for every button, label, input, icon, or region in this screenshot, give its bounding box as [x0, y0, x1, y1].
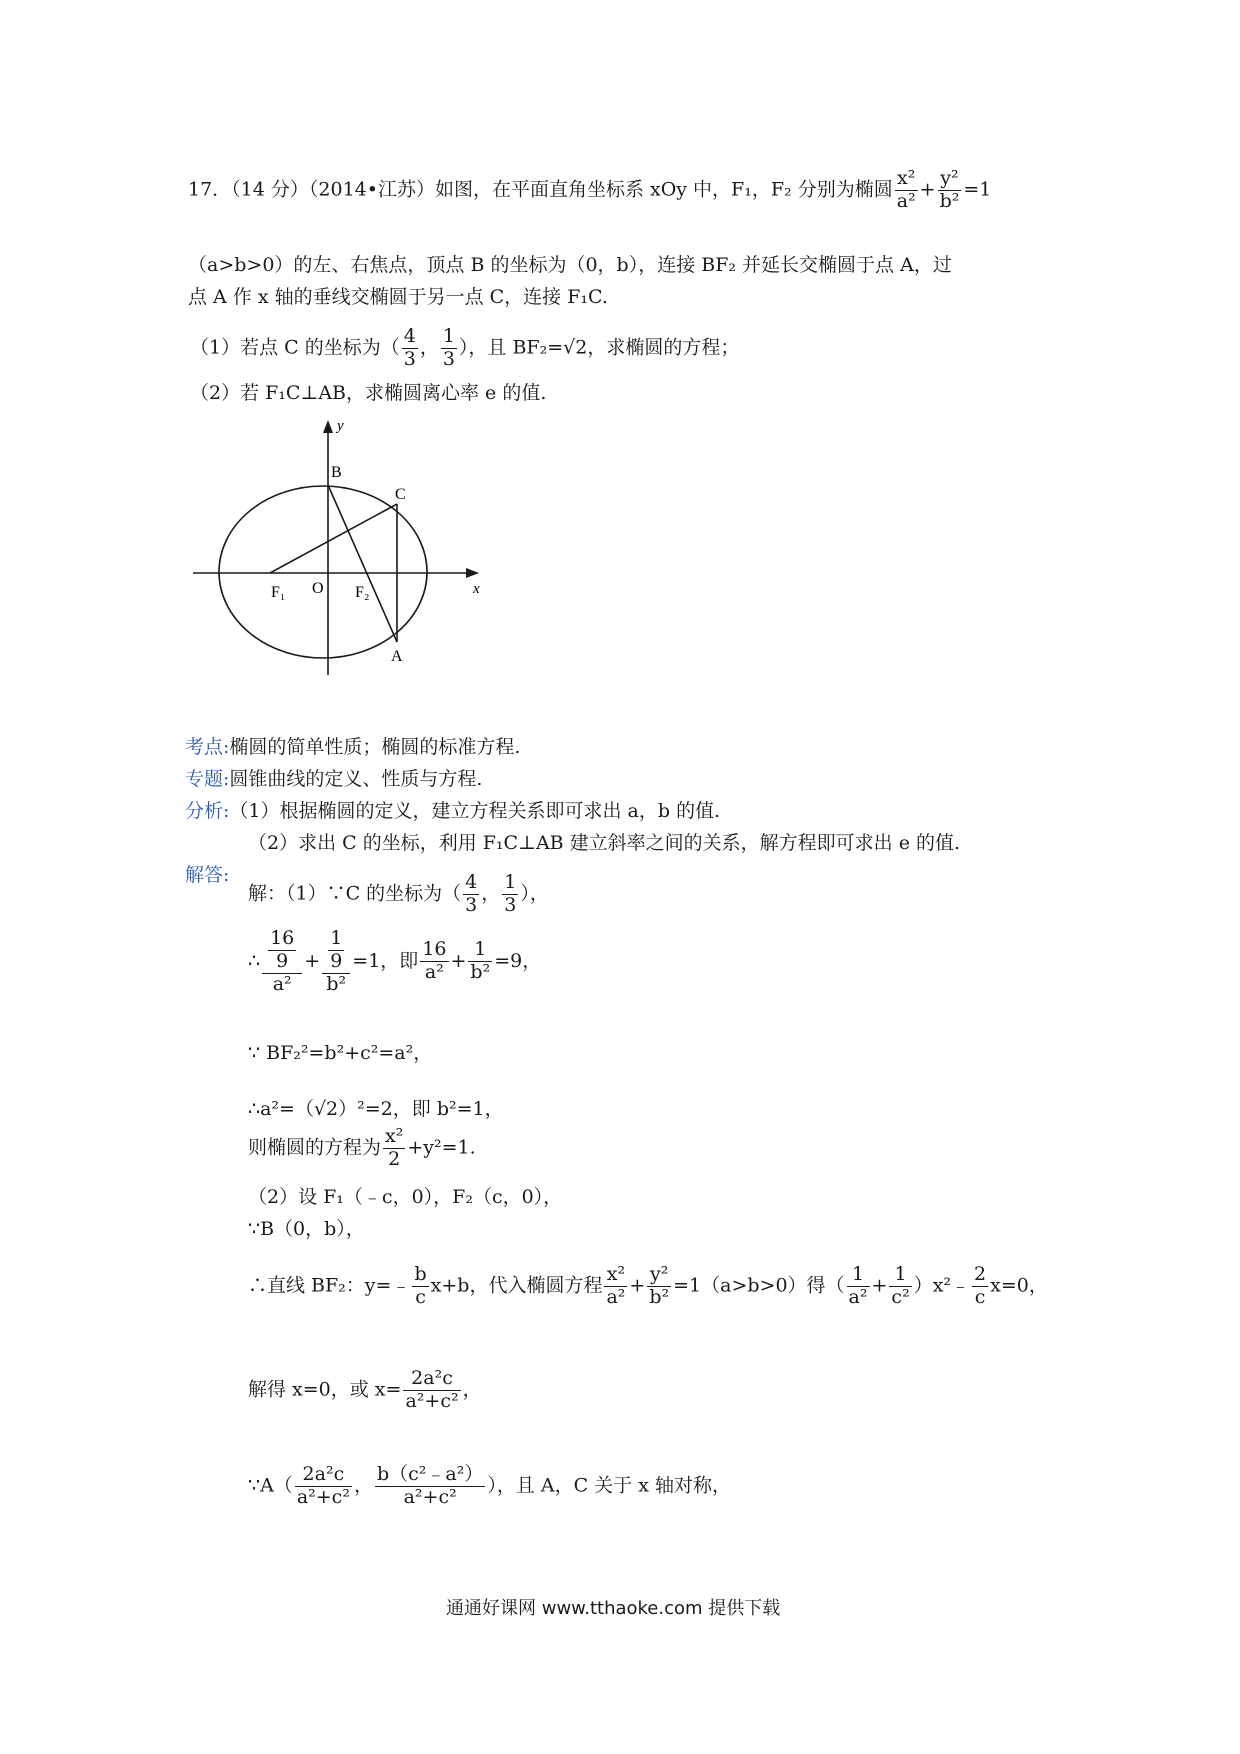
fraction	[412, 1264, 428, 1309]
solution-line-1	[248, 872, 549, 917]
fraction-numerator: 1	[504, 871, 517, 893]
segment-f1c	[270, 504, 397, 573]
fenxi-text-1: （1）根据椭圆的定义，建立方程关系即可求出 a，b 的值.	[229, 800, 721, 822]
fraction-denominator: c	[974, 1285, 986, 1308]
problem-line-3: 点 A 作 x 轴的垂线交椭圆于另一点 C，连接 F₁C.	[188, 286, 608, 308]
fraction	[604, 1264, 627, 1309]
inner-fraction	[326, 928, 346, 973]
fraction	[647, 1264, 671, 1309]
fraction-denominator: c	[415, 1285, 426, 1308]
x-axis-label: x	[473, 581, 480, 597]
solution-line-6: （2）设 F₁（﹣c，0），F₂（c，0），	[248, 1186, 563, 1208]
question-1-tail: ），且 BF₂=√2，求椭圆的方程；	[458, 336, 740, 359]
fraction-numerator: 1	[468, 939, 492, 962]
fraction-denominator: c²	[891, 1285, 910, 1308]
solution-text: ），且 A，C 关于 x 轴对称，	[487, 1474, 731, 1497]
point-f1-label: F₁	[271, 584, 286, 601]
point-a-label: A	[391, 648, 403, 665]
solution-line-5	[248, 1126, 476, 1171]
fraction-numerator: 16	[270, 927, 295, 949]
y-axis-label: y	[337, 418, 344, 434]
fraction	[463, 872, 479, 917]
solution-text: =9，	[494, 949, 542, 972]
fraction	[972, 1264, 988, 1309]
fraction-denominator: b²	[326, 972, 347, 995]
fraction-denominator: b²	[649, 1285, 670, 1308]
fenxi-row	[185, 802, 720, 821]
fraction	[889, 1264, 911, 1309]
fraction-denominator: a²+c²	[296, 1485, 350, 1508]
fraction	[847, 1264, 870, 1309]
origin-label: O	[312, 580, 324, 597]
y-axis-arrow	[323, 420, 333, 433]
fraction-numerator: 1	[442, 325, 455, 347]
fraction-numerator: 4	[403, 325, 416, 347]
fraction-numerator: y²	[938, 168, 962, 191]
question-1-intro: （1）若点 C 的坐标为（	[190, 336, 400, 359]
ellipse-y-fraction	[938, 168, 962, 213]
solution-line-3: ∵ BF₂²=b²+c²=a²，	[248, 1042, 433, 1064]
jieda-label: 解答:	[185, 864, 230, 886]
fraction-numerator: b	[414, 1263, 427, 1285]
equation-tail: =1	[963, 178, 992, 201]
fraction-denominator: a²	[848, 1285, 868, 1308]
fraction	[420, 939, 448, 984]
ellipse-figure	[185, 415, 505, 685]
segment-bf2	[328, 485, 397, 642]
solution-text: 解：（1）∵C 的坐标为（	[248, 882, 462, 905]
zhuanti-row	[185, 770, 482, 789]
fraction	[375, 1464, 485, 1509]
fraction-numerator: 4	[465, 871, 478, 893]
fraction-numerator: 16	[422, 938, 447, 961]
solution-text: 则椭圆的方程为	[248, 1136, 382, 1159]
fraction-denominator: 2	[388, 1147, 401, 1170]
solution-text: x=0，	[990, 1274, 1048, 1297]
zhuanti-label: 专题:	[185, 768, 230, 790]
solution-line-2	[248, 928, 541, 996]
fraction-denominator: b²	[470, 961, 491, 984]
solution-text: ），	[520, 882, 549, 905]
plus-sign: +	[629, 1274, 646, 1297]
plus-sign: +	[919, 178, 936, 201]
fraction-denominator: 9	[330, 949, 343, 972]
fraction-denominator: 9	[276, 949, 289, 972]
plus-sign: +	[871, 1274, 888, 1297]
fenxi-label: 分析:	[185, 800, 230, 822]
fraction	[383, 1126, 405, 1171]
fraction-denominator: a²	[896, 189, 916, 212]
ellipse-curve	[219, 486, 427, 658]
question-2: （2）若 F₁C⊥AB，求椭圆离心率 e 的值.	[190, 382, 547, 404]
fraction	[295, 1464, 352, 1509]
point-f2-label: F₂	[355, 584, 370, 601]
solution-text: ∵A（	[248, 1474, 293, 1497]
x-axis-arrow	[466, 568, 479, 578]
solution-line-9	[248, 1368, 482, 1413]
kaodian-text: 椭圆的简单性质；椭圆的标准方程.	[229, 736, 521, 758]
fraction-numerator: 1	[847, 1264, 870, 1287]
problem-header	[188, 168, 991, 213]
comma: ，	[481, 882, 501, 905]
point-c-y-fraction	[441, 326, 457, 371]
fenxi-row-2: （2）求出 C 的坐标，利用 F₁C⊥AB 建立斜率之间的关系，解方程即可求出 e 的值.	[248, 832, 961, 854]
fraction	[468, 939, 492, 984]
fraction-numerator: b（c²﹣a²）	[376, 1463, 484, 1485]
fraction-numerator: x²	[385, 1125, 404, 1147]
fraction-denominator: a²	[424, 961, 444, 984]
fraction-numerator: y²	[647, 1264, 671, 1287]
solution-text: x+b，代入椭圆方程	[430, 1274, 603, 1297]
fraction-numerator	[322, 928, 350, 974]
fraction-numerator: x²	[604, 1264, 627, 1287]
fraction-numerator: 1	[330, 927, 343, 949]
solution-line-7: ∵B（0，b），	[248, 1218, 365, 1240]
fraction-denominator: b²	[939, 189, 960, 212]
fraction	[502, 872, 518, 917]
fraction-numerator: x²	[895, 168, 918, 191]
solution-line-8	[248, 1264, 1048, 1309]
fraction-denominator: a²	[606, 1285, 626, 1308]
fraction-denominator: a²+c²	[405, 1389, 459, 1412]
kaodian-label: 考点:	[185, 736, 230, 758]
fraction	[403, 1368, 460, 1413]
solution-text: =1（a>b>0）得（	[673, 1274, 845, 1297]
point-c-label: C	[395, 486, 406, 503]
fraction-denominator: 3	[442, 347, 455, 370]
fraction-denominator: a²+c²	[403, 1485, 457, 1508]
solution-text: ∴直线 BF₂：y=﹣	[248, 1274, 411, 1297]
solution-line-10	[248, 1464, 731, 1509]
footer-text: 通通好课网 www.tthaoke.com 提供下载	[446, 1598, 781, 1619]
fraction-numerator: 1	[889, 1264, 911, 1287]
problem-header-text: 17．（14 分）（2014•江苏）如图，在平面直角坐标系 xOy 中，F₁，F₂ 分别为椭圆	[188, 178, 893, 201]
solution-text: 解得 x=0，或 x=	[248, 1378, 402, 1401]
solution-text: ，	[462, 1378, 482, 1401]
kaodian-row	[185, 738, 520, 757]
compound-fraction	[322, 928, 350, 996]
fraction-denominator: 3	[403, 347, 416, 370]
comma: ，	[353, 1474, 373, 1497]
solution-text: ）x²﹣	[913, 1274, 971, 1297]
solution-text: =1，即	[352, 949, 419, 972]
inner-fraction	[266, 928, 298, 973]
problem-line-2: （a>b>0）的左、右焦点，顶点 B 的坐标为（0，b），连接 BF₂ 并延长交椭圆于点 A，过	[188, 254, 952, 276]
solution-line-4: ∴a²=（√2）²=2，即 b²=1，	[248, 1098, 504, 1120]
fraction-numerator	[262, 928, 302, 974]
therefore-symbol: ∴	[248, 949, 261, 972]
ellipse-x-fraction	[895, 168, 918, 213]
plus-sign: +	[304, 949, 321, 972]
fraction-numerator: 2a²c	[295, 1464, 352, 1487]
solution-text: +y²=1.	[407, 1136, 476, 1159]
zhuanti-text: 圆锥曲线的定义、性质与方程.	[229, 768, 483, 790]
fraction-denominator: 3	[504, 893, 517, 916]
point-c-x-fraction	[402, 326, 418, 371]
question-1	[190, 326, 739, 371]
comma: ，	[419, 336, 439, 359]
fraction-numerator: 2	[974, 1263, 987, 1285]
fraction-denominator: a²	[272, 972, 292, 995]
plus-sign: +	[450, 949, 467, 972]
point-b-label: B	[331, 464, 342, 481]
fraction-numerator: 2a²c	[403, 1368, 460, 1391]
fraction-denominator: 3	[465, 893, 478, 916]
compound-fraction	[262, 928, 302, 996]
